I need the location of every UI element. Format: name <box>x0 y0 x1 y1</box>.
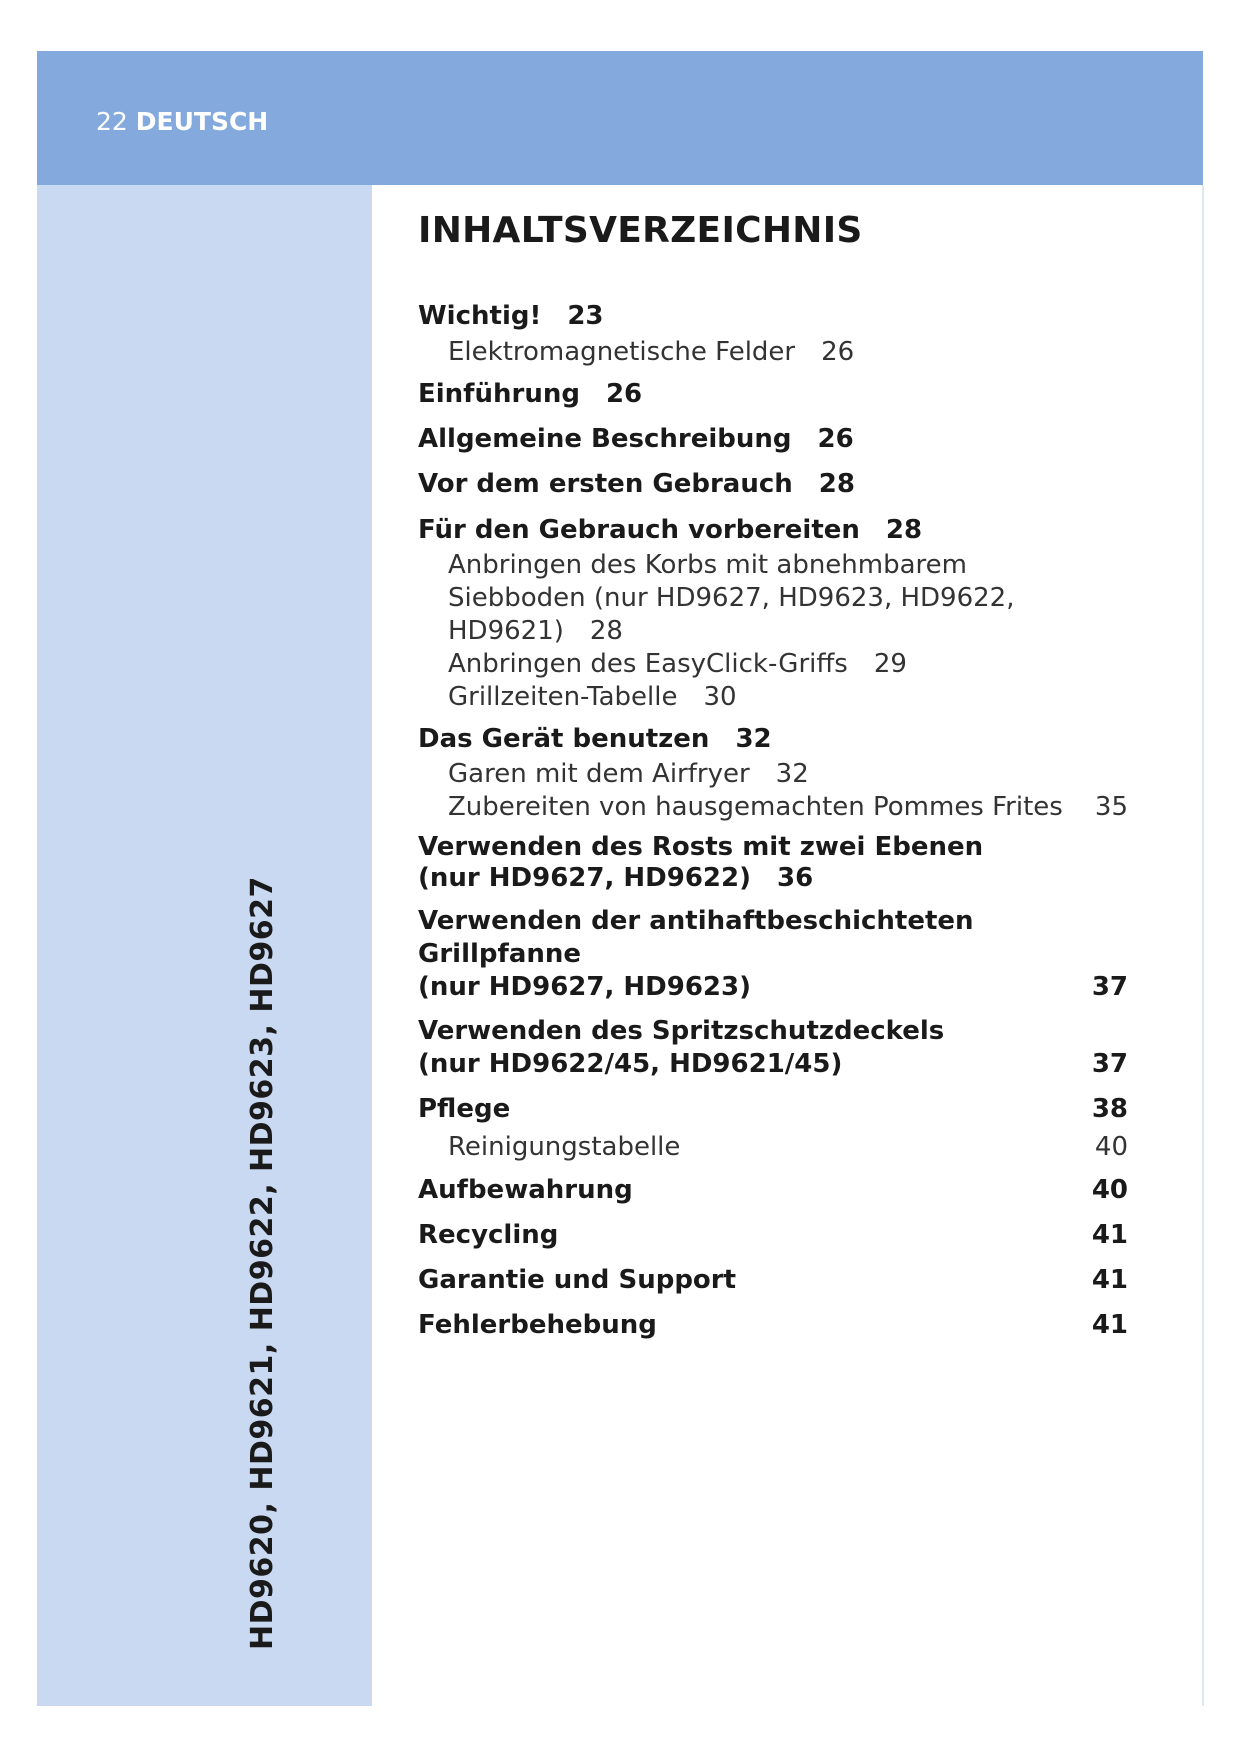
right-edge-line <box>1202 185 1204 1706</box>
toc-entry-text: Aufbewahrung <box>418 1175 633 1205</box>
toc-entry-page: 28 <box>818 469 855 499</box>
toc-entry-spritzschutzdeckel[interactable] <box>418 1015 1128 1081</box>
toc-entry-page: 30 <box>703 682 737 712</box>
toc-entry-text: Reinigungstabelle <box>448 1132 681 1162</box>
toc-entry-grillpfanne[interactable] <box>418 905 1128 1004</box>
toc-entry-recycling[interactable] <box>418 1218 1128 1252</box>
page-title: INHALTSVERZEICHNIS <box>418 210 863 251</box>
toc-entry-garantie-und-support[interactable] <box>418 1263 1128 1297</box>
toc-entry-text: Anbringen des EasyClick-Griffs <box>448 649 848 679</box>
toc-entry-text-line-2: (nur HD9622/45, HD9621/45) <box>418 1049 843 1079</box>
toc-entry-page: 35 <box>1094 792 1128 822</box>
toc-entry-page: 37 <box>1091 1049 1128 1079</box>
toc-entry-pommes-frites[interactable] <box>418 791 1128 824</box>
toc-entry-text: Garantie und Support <box>418 1265 737 1295</box>
toc-entry-das-geraet-benutzen[interactable] <box>418 722 1128 756</box>
toc-entry-wichtig[interactable] <box>418 299 1128 333</box>
toc-entry-text: Das Gerät benutzen <box>418 724 710 754</box>
toc-entry-text: Garen mit dem Airfryer <box>448 759 750 789</box>
toc-entry-text-line-1: Anbringen des Korbs mit abnehmbarem <box>448 550 967 580</box>
toc-entry-text: Allgemeine Beschreibung <box>418 424 792 454</box>
toc-entry-text: Zubereiten von hausgemachten Pommes Frites <box>448 792 1063 822</box>
toc-content <box>418 210 1128 1342</box>
toc-entry-page: 23 <box>567 301 604 331</box>
toc-entry-page: 40 <box>1091 1175 1128 1205</box>
toc-entry-page: 41 <box>1091 1265 1128 1295</box>
toc-entry-allgemeine-beschreibung[interactable] <box>418 422 1128 456</box>
toc-entry-text: Grillzeiten-Tabelle <box>448 682 678 712</box>
toc-entry-aufbewahrung[interactable] <box>418 1173 1128 1207</box>
page-header <box>37 51 1203 185</box>
toc-entry-page: 26 <box>817 424 854 454</box>
toc-entry-fehlerbehebung[interactable] <box>418 1308 1128 1342</box>
toc-entry-text: Für den Gebrauch vorbereiten <box>418 515 860 545</box>
toc-list <box>418 299 1128 1342</box>
page-number: 22 <box>96 107 128 136</box>
toc-entry-page: 28 <box>885 515 923 545</box>
toc-entry-text-line-3: HD9621) <box>448 616 564 646</box>
toc-entry-text-line-2: Siebboden (nur HD9627, HD9623, HD9622, <box>448 583 1015 613</box>
toc-entry-text-line-2: (nur HD9627, HD9623) <box>418 972 751 1002</box>
toc-entry-garen-mit-dem-airfryer[interactable] <box>418 758 1128 791</box>
toc-entry-fuer-den-gebrauch-vorbereiten[interactable] <box>418 513 1128 547</box>
toc-entry-page: 28 <box>589 616 623 646</box>
toc-entry-text-line-1: Verwenden der antihaftbeschichteten Grillpfanne <box>418 906 974 969</box>
toc-entry-text: Einführung <box>418 379 580 409</box>
toc-entry-vor-dem-ersten-gebrauch[interactable] <box>418 467 1128 501</box>
toc-entry-easyclick-griffs[interactable] <box>418 648 1128 681</box>
toc-entry-page: 36 <box>777 863 814 893</box>
toc-entry-text: Vor dem ersten Gebrauch <box>418 469 793 499</box>
header-label <box>96 109 268 134</box>
toc-entry-page: 41 <box>1091 1220 1128 1250</box>
language-label: DEUTSCH <box>135 107 269 136</box>
toc-entry-text-line-1: Verwenden des Rosts mit zwei Ebenen <box>418 832 984 862</box>
toc-entry-page: 32 <box>775 759 809 789</box>
toc-entry-page: 26 <box>821 337 855 367</box>
toc-entry-text: Elektromagnetische Felder <box>448 337 796 367</box>
toc-entry-text-line-1: Verwenden des Spritzschutzdeckels <box>418 1016 945 1046</box>
toc-entry-text: Recycling <box>418 1220 559 1250</box>
toc-entry-page: 32 <box>735 724 772 754</box>
model-list-vertical: HD9620, HD9621, HD9622, HD9623, HD9627 <box>245 876 280 1650</box>
toc-entry-rost-zwei-ebenen[interactable] <box>418 832 1128 894</box>
toc-entry-page: 37 <box>1091 972 1128 1002</box>
toc-entry-page: 38 <box>1091 1094 1128 1124</box>
toc-entry-page: 41 <box>1091 1310 1128 1340</box>
side-band <box>37 185 372 1706</box>
toc-entry-pflege[interactable] <box>418 1092 1128 1126</box>
toc-entry-text: Wichtig! <box>418 301 542 331</box>
toc-entry-text: Pflege <box>418 1094 511 1124</box>
toc-entry-elektromagnetische-felder[interactable] <box>418 335 1128 369</box>
toc-entry-anbringen-des-korbs[interactable] <box>418 549 1128 648</box>
toc-entry-reinigungstabelle[interactable] <box>418 1130 1128 1164</box>
toc-entry-text-line-2: (nur HD9627, HD9622) <box>418 863 751 893</box>
toc-entry-einfuehrung[interactable] <box>418 377 1128 411</box>
toc-entry-page: 29 <box>873 649 907 679</box>
toc-entry-grillzeiten-tabelle[interactable] <box>418 681 1128 714</box>
toc-entry-page: 40 <box>1094 1132 1128 1162</box>
toc-entry-page: 26 <box>605 379 643 409</box>
toc-entry-text: Fehlerbehebung <box>418 1310 657 1340</box>
